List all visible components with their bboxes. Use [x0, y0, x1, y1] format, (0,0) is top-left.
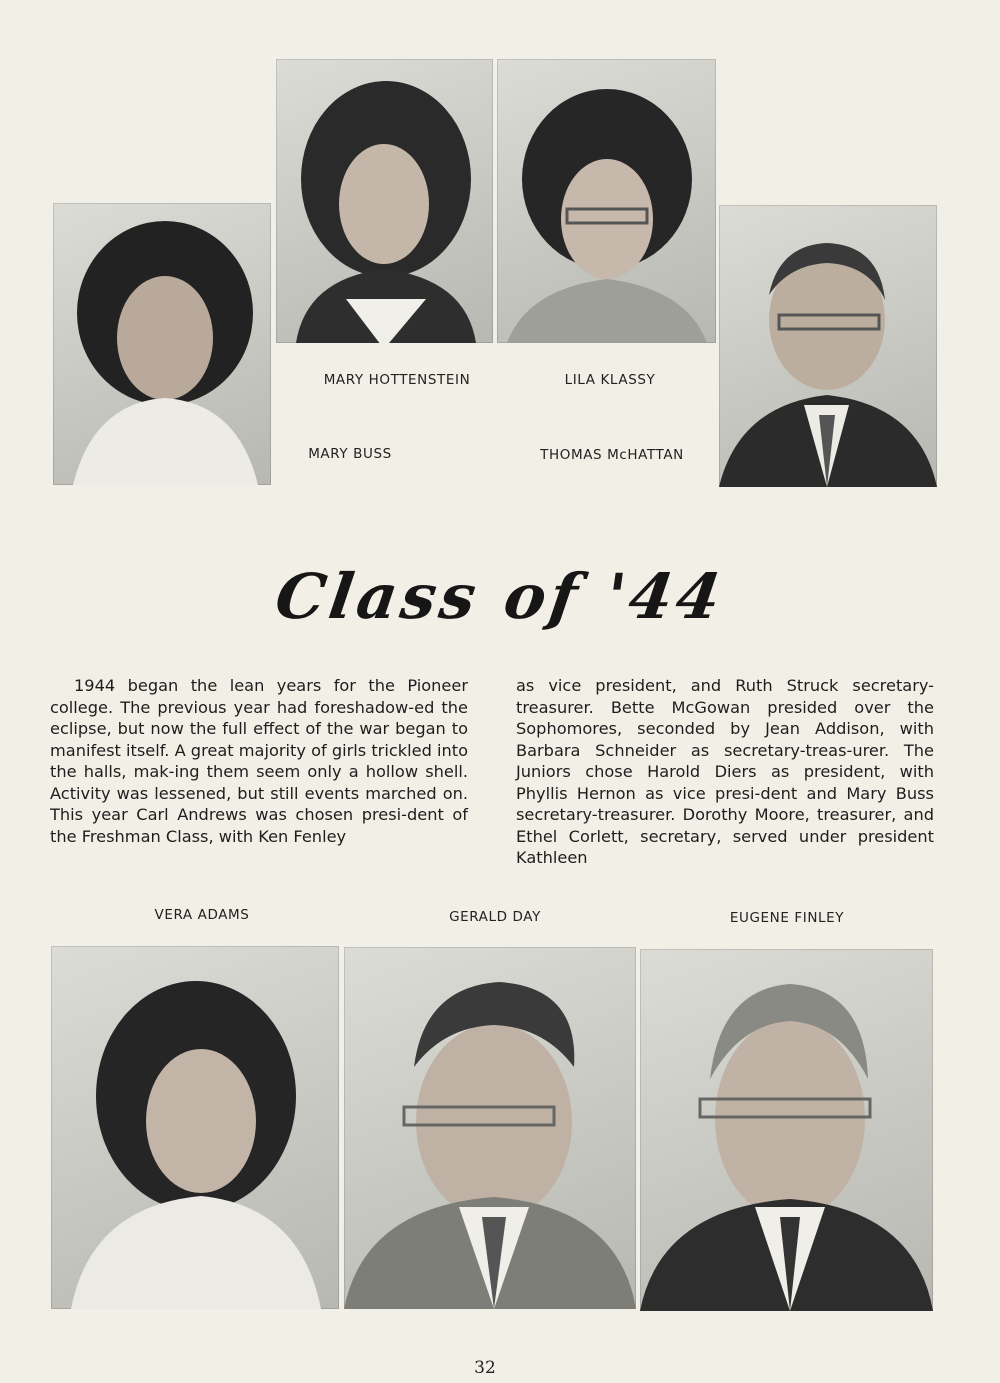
portrait-silhouette-icon	[276, 59, 493, 343]
portrait-silhouette-icon	[344, 947, 636, 1309]
portrait-silhouette-icon	[53, 203, 271, 485]
portrait-thomas-mchattan	[719, 205, 937, 487]
caption-lila-klassy: LILA KLASSY	[564, 372, 656, 388]
portrait-lila-klassy	[497, 59, 716, 343]
portrait-mary-hottenstein	[276, 59, 493, 343]
page-title: Class of '44	[271, 560, 729, 633]
page-number: 32	[474, 1358, 496, 1378]
portrait-gerald-day	[344, 947, 636, 1309]
portrait-eugene-finley	[640, 949, 933, 1311]
portrait-silhouette-icon	[640, 949, 933, 1311]
portrait-silhouette-icon	[719, 205, 937, 487]
body-text-right: as vice president, and Ruth Struck secretary-treasurer. Bette McGowan presided over the Sophomores, seconded by Jean Addison, with Barbara Schneider as secretary-treas-urer. The Juniors chose Harold Diers as president, with Phyllis Hernon as vice presi-dent and Mary Buss secretary-treasurer. Dorothy Moore, treasurer, and Ethel Corlett, secretary, served under president Kathleen	[516, 676, 934, 867]
portrait-silhouette-icon	[497, 59, 716, 343]
caption-mary-hottenstein: MARY HOTTENSTEIN	[323, 372, 471, 388]
portrait-mary-buss	[53, 203, 271, 485]
caption-thomas-mchattan: THOMAS McHATTAN	[540, 447, 684, 463]
caption-eugene-finley: EUGENE FINLEY	[729, 910, 845, 926]
portrait-silhouette-icon	[51, 946, 339, 1309]
caption-mary-buss: MARY BUSS	[308, 446, 392, 462]
portrait-vera-adams	[51, 946, 339, 1309]
body-text-left: 1944 began the lean years for the Pioneer college. The previous year had foreshadow-ed the eclipse, but now the full effect of the war began to manifest itself. A great majority of girls trickled into the halls, mak-ing them seem only a hollow shell. Activity was lessened, but still events marched on. This year Carl Andrews was chosen presi-dent of the Freshman Class, with Ken Fenley	[50, 676, 468, 846]
caption-vera-adams: VERA ADAMS	[154, 907, 250, 923]
caption-gerald-day: GERALD DAY	[449, 909, 541, 925]
